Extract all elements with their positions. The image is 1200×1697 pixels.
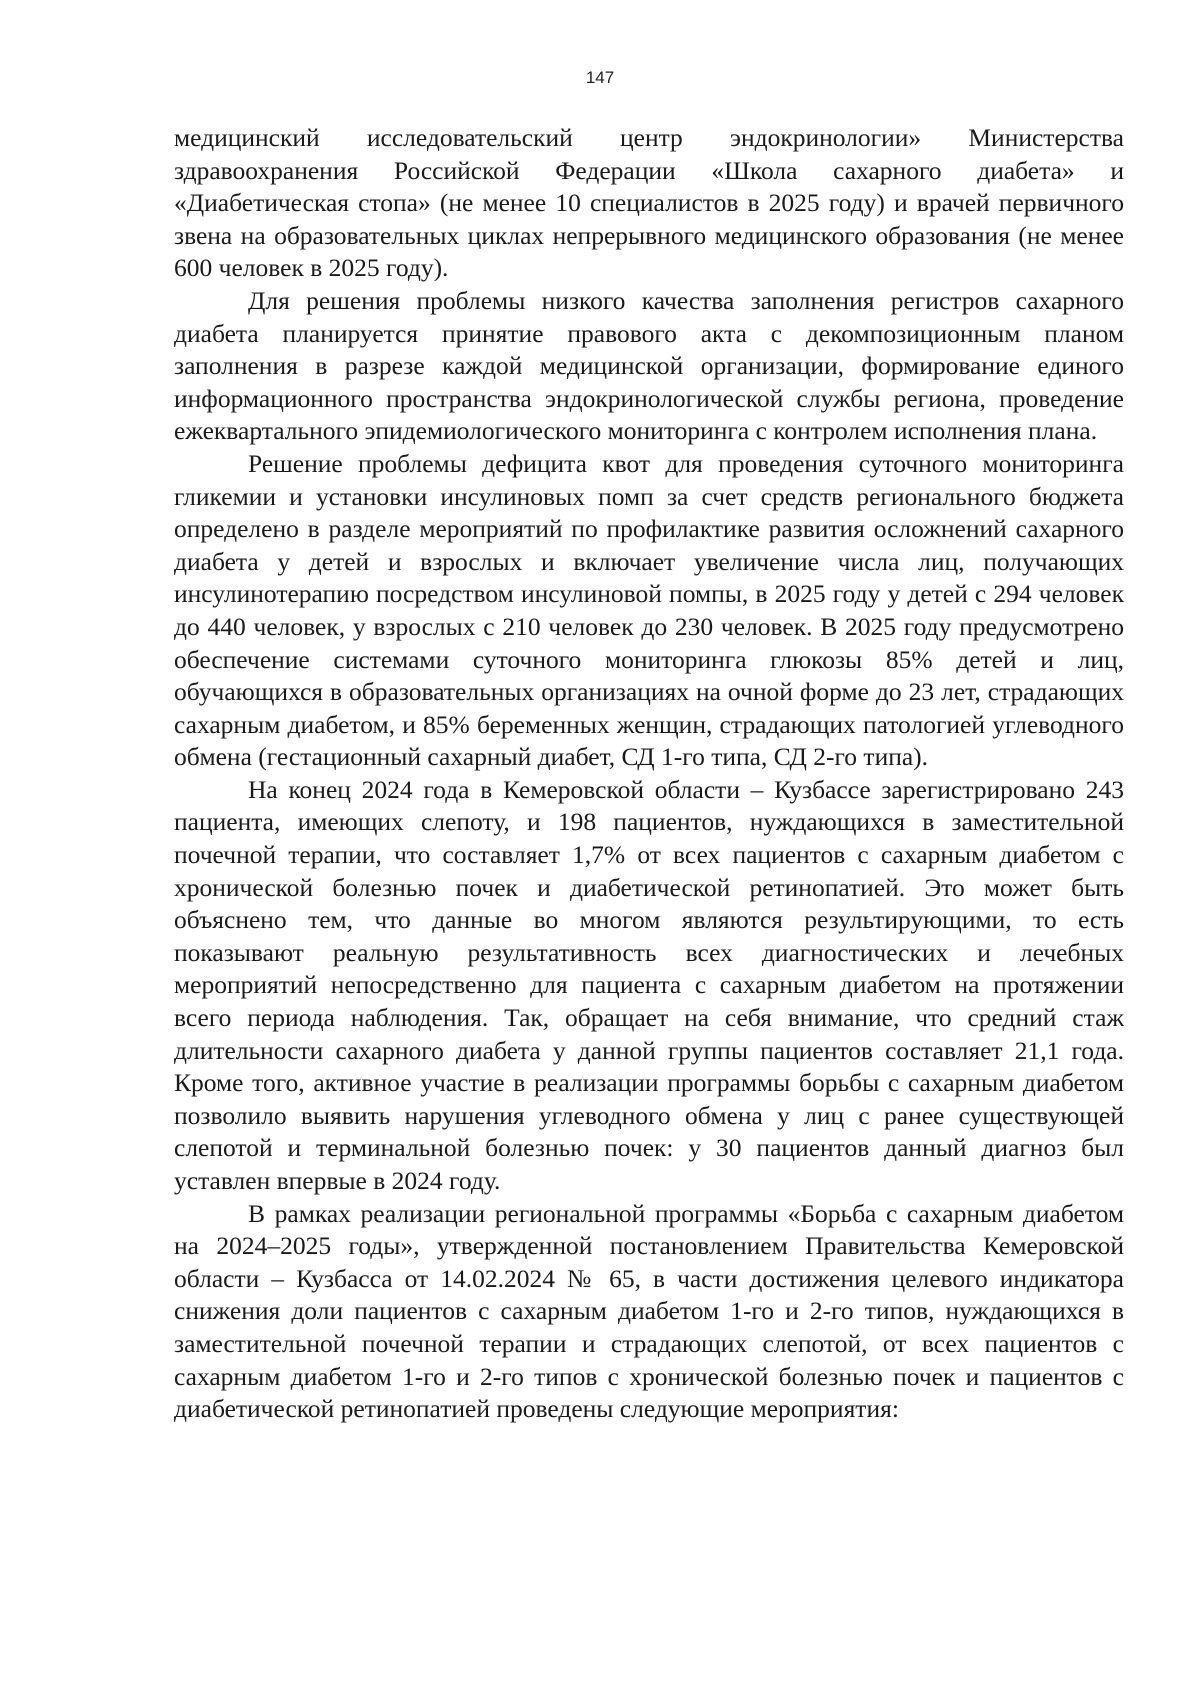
paragraph-2: Для решения проблемы низкого качества заполнения регистров сахарного диабета планируется принятие правового акта с декомпозиционным планом заполнения в разрезе каждой медицинской организации, формирование единого информационного пространства эндокринологической службы региона, проведение ежеквартального эпидемиологического мониторинга с контролем исполнения плана. bbox=[174, 285, 1124, 446]
page-number: 147 bbox=[585, 68, 615, 87]
paragraph-1: медицинский исследовательский центр эндокринологии» Министерства здравоохранения Российской Федерации «Школа сахарного диабета» и «Диабетическая стопа» (не менее 10 специалистов в 2025 году) и врачей первичного звена на образовательных циклах непрерывного медицинского образования (не менее 600 человек в 2025 году). bbox=[174, 123, 1124, 283]
body-text bbox=[174, 122, 1124, 1426]
paragraph-5: В рамках реализации региональной программы «Борьба с сахарным диабетом на 2024–2025 годы», утвержденной постановлением Правительства Кемеровской области – Кузбасса от 14.02.2024 № 65, в части достижения целевого индикатора снижения доли пациентов с сахарным диабетом 1-го и 2-го типов, нуждающихся в заместительной почечной терапии и страдающих слепотой, от всех пациентов с сахарным диабетом 1-го и 2-го типов с хронической болезнью почек и пациентов с диабетической ретинопатией проведены следующие мероприятия: bbox=[174, 1198, 1124, 1424]
paragraph-4: На конец 2024 года в Кемеровской области – Кузбассе зарегистрировано 243 пациента, имеющих слепоту, и 198 пациентов, нуждающихся в заместительной почечной терапии, что составляет 1,7% от всех пациентов с сахарным диабетом с хронической болезнью почек и диабетической ретинопатией. Это может быть объяснено тем, что данные во многом являются результирующими, то есть показывают реальную результативность всех диагностических и лечебных мероприятий непосредственно для пациента с сахарным диабетом на протяжении всего периода наблюдения. Так, обращает на себя внимание, что средний стаж длительности сахарного диабета у данной группы пациентов составляет 21,1 года. Кроме того, активное участие в реализации программы борьбы с сахарным диабетом позволило выявить нарушения углеводного обмена у лиц с ранее существующей слепотой и терминальной болезнью почек: у 30 пациентов данный диагноз был уставлен впервые в 2024 году. bbox=[174, 774, 1124, 1195]
paragraph-3: Решение проблемы дефицита квот для проведения суточного мониторинга гликемии и установки инсулиновых помп за счет средств регионального бюджета определено в разделе мероприятий по профилактике развития осложнений сахарного диабета у детей и взрослых и включает увеличение числа лиц, получающих инсулинотерапию посредством инсулиновой помпы, в 2025 году у детей с 294 человек до 440 человек, у взрослых с 210 человек до 230 человек. В 2025 году предусмотрено обеспечение системами суточного мониторинга глюкозы 85% детей и лиц, обучающихся в образовательных организациях на очной форме до 23 лет, страдающих сахарным диабетом, и 85% беременных женщин, страдающих патологией углеводного обмена (гестационный сахарный диабет, СД 1-го типа, СД 2-го типа). bbox=[174, 448, 1124, 772]
